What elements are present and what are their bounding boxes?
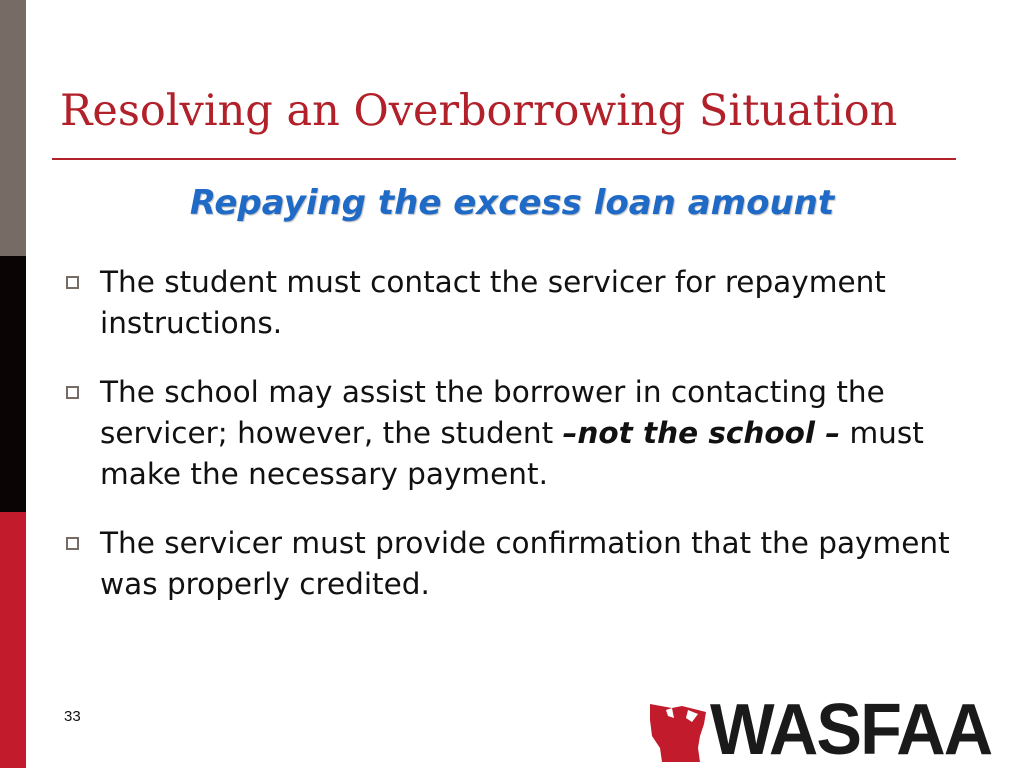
bullet-text: must make the necessary payment. xyxy=(100,416,924,491)
side-bar-red xyxy=(0,512,26,768)
wisconsin-state-icon xyxy=(648,702,710,766)
wasfaa-logo xyxy=(648,690,1020,770)
square-bullet-icon xyxy=(66,276,79,289)
page-number: 33 xyxy=(64,708,81,725)
bullet-text: The servicer must provide confirmation that the payment was properly credited. xyxy=(100,526,950,601)
square-bullet-icon xyxy=(66,386,79,399)
slide-title: Resolving an Overborrowing Situation xyxy=(60,86,898,136)
bullet-item xyxy=(66,523,966,605)
logo-wordmark: WASFAA xyxy=(710,690,992,770)
bullet-item xyxy=(66,372,966,495)
bullet-emphasis: –not the school – xyxy=(562,416,841,450)
bullet-text: The student must contact the servicer for repayment instructions. xyxy=(100,265,886,340)
bullet-list xyxy=(66,262,966,633)
side-bar-black xyxy=(0,256,26,512)
square-bullet-icon xyxy=(66,537,79,550)
title-divider xyxy=(52,158,956,160)
bullet-text: The school may assist the borrower in contacting the servicer; however, the student xyxy=(100,375,885,450)
bullet-item xyxy=(66,262,966,344)
slide-subtitle: Repaying the excess loan amount xyxy=(189,183,835,223)
